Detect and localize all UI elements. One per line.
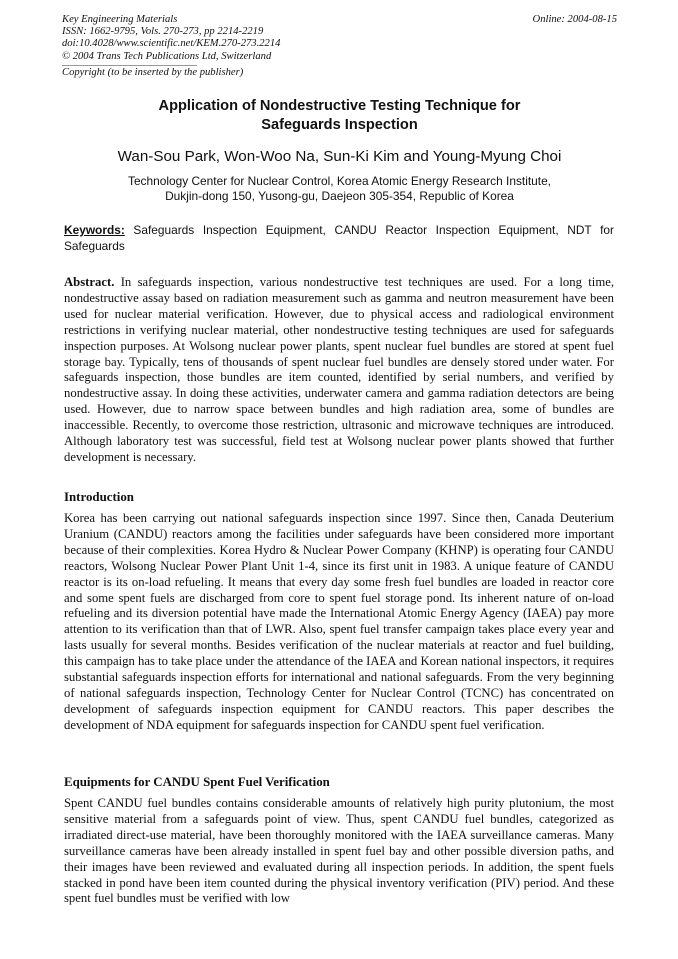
author-list: Wan-Sou Park, Won-Woo Na, Sun-Ki Kim and Young-Myung Choi [117,148,562,165]
keywords-label: Keywords: [64,223,125,237]
equipments-heading: Equipments for CANDU Spent Fuel Verification [64,775,330,789]
equipments-text: Spent CANDU fuel bundles contains considerable amounts of relatively high purity plutonium, the most sensitive material from a safeguards point of view. Thus, spent CANDU fuel bundles, categorized as irradiated direct-use material, have been thoroughly monitored with the IAEA surveillance cameras. Many surveillance cameras have been already installed in spent fuel bay and other possible diversion paths, and their images have been reviewed and evaluated during all inspection periods. In addition, the spent fuels stacked in pond have been item counted during the physical inventory verification (PIV) period. And these spent fuel bundles must be verified with low [64,796,614,906]
introduction-heading: Introduction [64,490,134,504]
paper-title [62,97,617,135]
publisher-line: © 2004 Trans Tech Publications Ltd, Switzerland [62,50,272,62]
keywords [64,223,614,254]
affiliation-line-2: Dukjin-dong 150, Yusong-gu, Daejeon 305-354, Republic of Korea [165,189,514,204]
copyright-line: Copyright (to be inserted by the publisher) [62,66,244,78]
affiliation [62,174,617,205]
header-divider [62,65,197,66]
journal-name: Key Engineering Materials [62,14,178,25]
issn-line: ISSN: 1662-9795, Vols. 270-273, pp 2214-2219 [62,26,264,38]
journal-header [62,14,617,79]
online-date: Online: 2004-08-15 [532,14,617,25]
affiliation-line-1: Technology Center for Nuclear Control, Korea Atomic Energy Research Institute, [128,174,551,188]
abstract-label: Abstract. [64,275,115,289]
keywords-text: Safeguards Inspection Equipment, CANDU Reactor Inspection Equipment, NDT for Safeguards [64,223,614,253]
title-line-2: Safeguards Inspection [261,117,418,133]
title-line-1: Application of Nondestructive Testing Technique for [158,98,521,114]
introduction-text: Korea has been carrying out national safeguards inspection since 1997. Since then, Canada Deuterium Uranium (CANDU) reactors among the facilities under safeguards have been considered more important because of their complexities. Korea Hydro & Nuclear Power Company (KHNP) is operating four CANDU reactors, Wolsong Nuclear Power Plant Unit 1-4, since its first unit in 1983. A unique feature of CANDU reactor is its on-load refueling. It means that every day some fresh fuel bundles are loaded in reactor core and some spent fuels are discharged from core to spent fuel storage pond. Its inherent nature of on-load refueling and its diversion potential have made the International Atomic Energy Agency (IAEA) pay more attention to its verification than that of LWR. Also, spent fuel transfer campaign takes place every year and lasts usually for several months. Besides verification of the nuclear materials at reactor and fuel building, this campaign has to take place under the attendance of the IAEA and Korean national inspectors, it requires substantial safeguards inspection efforts for international and national safeguards. From the very beginning of national safeguards inspection, Technology Center for Nuclear Control (TCNC) has concentrated on development of safeguards inspection equipment for CANDU reactors. This paper describes the development of NDA equipment for safeguards inspection for CANDU spent fuel verification. [64,511,614,732]
abstract [64,275,614,466]
abstract-text: In safeguards inspection, various nondestructive test techniques are used. For a long time, nondestructive assay based on radiation measurement such as gamma and neutron measurement have been used for nuclear material verification. However, due to physical access and radiological environment restrictions in verifying nuclear material, other nondestructive testing techniques are used for safeguards inspection purposes. At Wolsong nuclear power plants, spent nuclear fuel bundles are stored at spent fuel storage bay. Typically, tens of thousands of spent nuclear fuel bundles are densely stored under water. For safeguards inspection, those bundles are item counted, identified by serial numbers, and verified by nondestructive assay. In doing these activities, underwater camera and gamma radiation detectors are being used. However, due to narrow space between bundles and high radiation area, some of bundles are inaccessible. Recently, to overcome those restriction, ultrasonic and microwave techniques are introduced. Although laboratory test was successful, field test at Wolsong nuclear power plants showed that further development is necessary. [64,275,614,464]
doi-line: doi:10.4028/www.scientific.net/KEM.270-273.2214 [62,38,281,50]
